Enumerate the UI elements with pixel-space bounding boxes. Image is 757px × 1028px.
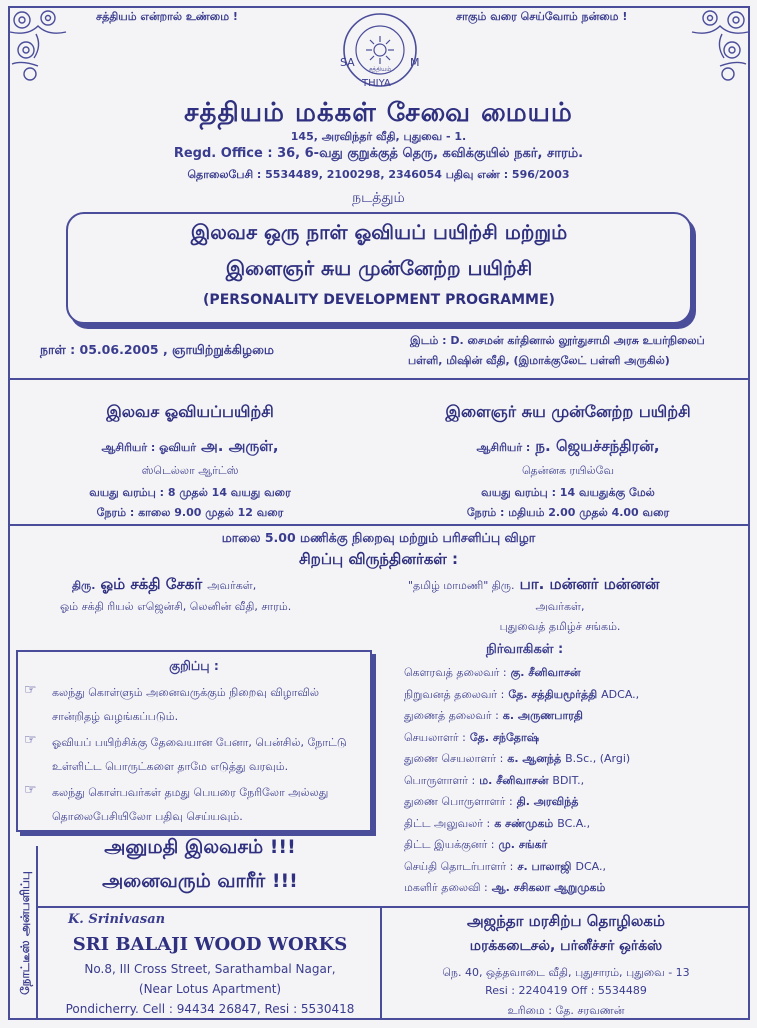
official-row [404, 860, 744, 882]
org-address: 145, அரவிந்தர் வீதி, புதுவை - 1. [290, 130, 467, 143]
note-item-3-line-1: கலந்து கொள்பவர்கள் தமது பெயரை நேரிலோ அல்லது [52, 786, 329, 799]
youth-teacher-name: ந. ஜெயச்சந்திரன், [535, 437, 660, 455]
event-date: நாள் : 05.06.2005 , ஞாயிற்றுக்கிழமை [40, 342, 274, 357]
official-role: மகளிர் தலைவி : [404, 881, 488, 894]
venue-line-2: பள்ளி, மிஷின் வீதி, (இமாக்குலேட் பள்ளி அருகில்) [408, 354, 670, 367]
official-name: க. ஆனந்த் [507, 752, 562, 765]
official-row [404, 752, 744, 774]
official-row [404, 666, 744, 688]
official-name: மு. சங்கர் [498, 838, 548, 851]
sponsor-1-name: SRI BALAJI WOOD WORKS [72, 934, 348, 955]
logo-text-top: சத்தியம் [368, 66, 392, 73]
official-role: பொருளாளர் : [404, 773, 476, 787]
sponsor-2-owner: உரிமை : தே. சரவணன் [507, 1004, 625, 1017]
divider-1 [8, 378, 750, 380]
youth-training-title: இளைஞர் சுய முன்னேற்ற பயிற்சி [445, 402, 691, 421]
official-qualification: B.Sc., (Argi) [565, 752, 631, 765]
art-time: நேரம் : காலை 9.00 முதல் 12 வரை [96, 506, 284, 519]
divider-2 [8, 524, 750, 526]
venue-line-1: இடம் : D. சைமன் கர்தினால் லூர்துசாமி அரசு உயர்நிலைப் [410, 334, 705, 347]
official-name: க சண்முகம் [494, 816, 554, 830]
art-teacher-name: அ. அருள், [201, 437, 279, 455]
sponsor-1-address-1: No.8, III Cross Street, Sarathambal Nagar, [84, 962, 336, 976]
youth-org: தென்னக ரயில்வே [521, 464, 615, 477]
official-name: ம. சீனிவாசன் [479, 773, 549, 787]
note-item-2-line-2: உள்ளிட்ட பொருட்களை தாமே எடுத்து வரவும். [52, 760, 289, 773]
guest-1-name: ஓம் சக்தி சேகர் [100, 575, 203, 593]
sponsor-1-address-2: (Near Lotus Apartment) [138, 982, 282, 996]
pointing-hand-icon: ☞ [24, 782, 37, 798]
sponsor-2-subname: மரக்கடைசல், பர்னீச்சர் ஒர்க்ஸ் [469, 938, 663, 954]
official-name: தே. சந்தோஷ் [469, 730, 540, 744]
official-role: செயலாளர் : [404, 730, 466, 744]
art-age: வயது வரம்பு : 8 முதல் 14 வயது வரை [89, 486, 291, 499]
official-row [404, 795, 744, 817]
org-name: சத்தியம் மக்கள் சேவை மையம் [184, 98, 573, 128]
official-role: திட்ட அலுவலர் : [404, 816, 491, 830]
ceremony-line: மாலை 5.00 மணிக்கு நிறைவு மற்றும் பரிசளிப்பு விழா [221, 530, 536, 545]
banner-line-3: (PERSONALITY DEVELOPMENT PROGRAMME) [203, 292, 555, 308]
banner-line-1: இலவச ஒரு நாள் ஓவியப் பயிற்சி மற்றும் [190, 220, 568, 244]
official-role: துணை பொருளாளர் : [404, 795, 513, 808]
youth-time: நேரம் : மதியம் 2.00 முதல் 4.00 வரை [466, 506, 670, 519]
youth-teacher [388, 436, 748, 457]
guest-2 [408, 574, 659, 595]
note-title: குறிப்பு : [169, 658, 219, 673]
motto-right: சாகும் வரை செய்வோம் நன்மை ! [456, 10, 628, 23]
logo-letter-right: M [410, 56, 420, 69]
official-name: கு. சீனிவாசன் [510, 666, 581, 679]
official-role: துணை செயலாளர் : [404, 752, 504, 765]
official-role: கௌரவத் தலைவர் : [404, 666, 507, 679]
official-row [404, 838, 744, 860]
official-name: தி. அரவிந்த் [516, 795, 579, 808]
pointing-hand-icon: ☞ [24, 732, 37, 748]
phone-line: தொலைபேசி : 5534489, 2100298, 2346054 பதிவு எண் : 596/2003 [187, 168, 570, 181]
note-item-2-line-1: ஓவியப் பயிற்சிக்கு தேவையான பேனா, பென்சில், நோட்டு [52, 736, 347, 749]
guest-2-org: புதுவைத் தமிழ்ச் சங்கம். [499, 620, 621, 633]
art-org: ஸ்டெல்லா ஆர்ட்ஸ் [141, 464, 239, 477]
sathiyam-logo [338, 10, 422, 94]
note-item-3-line-2: தொலைபேசியிலோ பதிவு செய்யவும். [52, 810, 243, 823]
official-row [404, 881, 744, 903]
flower-ornament-top-right [684, 6, 750, 86]
official-qualification: BC.A., [557, 816, 591, 830]
officials-title: நிர்வாகிகள் : [486, 642, 564, 657]
slogan-all-welcome: அனைவரும் வாரீர் !!! [102, 870, 298, 892]
note-box [16, 650, 372, 832]
official-qualification: DCA., [575, 859, 606, 873]
presents-label: நடத்தும் [352, 190, 405, 206]
sponsor-vertical-label: நோட்டீஸ் அன்பளிப்பு [18, 871, 32, 995]
art-training-title: இலவச ஓவியப்பயிற்சி [106, 402, 274, 421]
guests-title: சிறப்பு விருந்தினர்கள் : [298, 550, 459, 568]
regd-office: Regd. Office : 36, 6-வது குறுக்குத் தெரு, கவிக்குயில் நகர், சாரம். [173, 146, 584, 161]
logo-letter-left: SA [340, 56, 355, 69]
sponsor-1-person: K. Srinivasan [68, 912, 166, 927]
official-name: ஆ. சசிகலா ஆறுமுகம் [491, 881, 606, 894]
motto-left: சத்தியம் என்றால் உண்மை ! [96, 10, 238, 23]
sponsor-1-address-3: Pondicherry. Cell : 94434 26847, Resi : 5530418 [65, 1002, 355, 1016]
guest-1-org: ஓம் சக்தி ரியல் எஜென்சி, லெனின் வீதி, சாரம். [60, 600, 292, 613]
official-name: ச. பாலாஜி [517, 859, 572, 873]
art-teacher [40, 436, 340, 457]
youth-teacher-prefix: ஆசிரியர் : [476, 441, 531, 454]
guest-2-suffix: அவர்கள், [535, 600, 585, 613]
sponsor-2-name: அஜந்தா மரசிற்ப தொழிலகம் [467, 912, 665, 930]
sponsor-2-address: நெ. 40, ஒத்தவாடை வீதி, புதுசாரம், புதுவை - 13 [442, 966, 690, 979]
official-name: தே. சத்தியமூர்த்தி [508, 687, 598, 701]
divider-3 [36, 906, 750, 908]
sponsor-label-divider [36, 846, 38, 1020]
official-row [404, 709, 744, 731]
flower-ornament-top-left [8, 6, 74, 86]
official-row [404, 817, 744, 839]
guest-1-prefix: திரு. [72, 579, 96, 592]
official-role: துணைத் தலைவர் : [404, 709, 499, 722]
guest-1 [72, 574, 256, 595]
official-row [404, 774, 744, 796]
official-role: திட்ட இயக்குனர் : [404, 838, 495, 851]
logo-letter-bottom: THIYA [362, 78, 391, 89]
official-role: நிறுவனத் தலைவர் : [404, 687, 505, 701]
programme-banner [66, 212, 692, 324]
note-item-1-line-2: சான்றிதழ் வழங்கப்படும். [52, 710, 179, 723]
official-qualification: BDIT., [552, 773, 585, 787]
youth-age: வயது வரம்பு : 14 வயதுக்கு மேல் [481, 486, 655, 499]
official-name: க. அருணபாரதி [502, 709, 583, 722]
pointing-hand-icon: ☞ [24, 682, 37, 698]
official-role: செய்தி தொடர்பாளர் : [404, 859, 514, 873]
guest-2-prefix: "தமிழ் மாமணி" திரு. [408, 579, 515, 592]
slogan-entry-free: அனுமதி இலவசம் !!! [104, 836, 296, 858]
art-teacher-prefix: ஆசிரியர் : ஓவியர் [101, 441, 197, 454]
sponsor-2-phone: Resi : 2240419 Off : 5534489 [485, 984, 647, 997]
guest-2-name: பா. மன்னர் மன்னன் [519, 575, 660, 593]
guest-1-suffix: அவர்கள், [207, 579, 257, 592]
banner-line-2: இளைஞர் சுய முன்னேற்ற பயிற்சி [225, 256, 533, 280]
officials-list [404, 666, 744, 903]
official-qualification: ADCA., [601, 687, 640, 701]
note-item-1-line-1: கலந்து கொள்ளும் அனைவருக்கும் நிறைவு விழாவில் [52, 686, 319, 699]
official-row [404, 731, 744, 753]
official-row [404, 688, 744, 710]
